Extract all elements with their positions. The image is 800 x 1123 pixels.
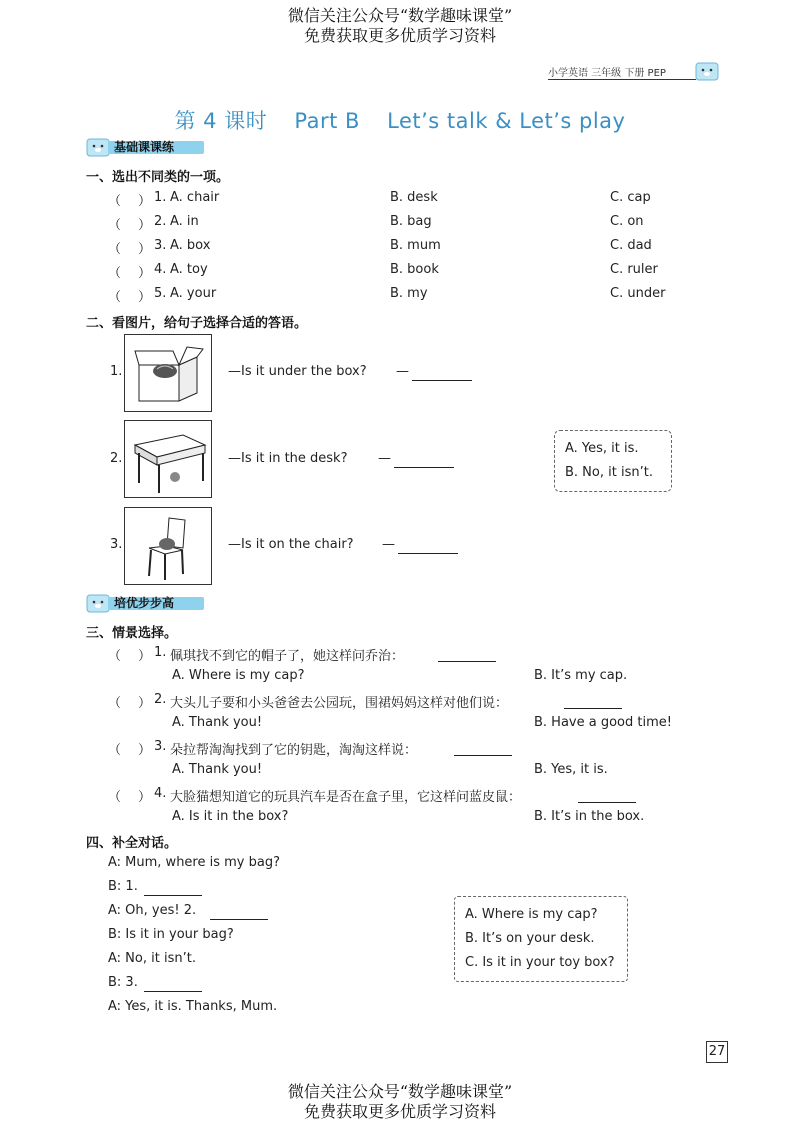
dialog-line: A: Mum, where is my bag? <box>108 855 280 870</box>
q2-question: —Is it under the box? <box>228 364 367 379</box>
q3-item <box>108 645 688 689</box>
header-tag: 小学英语 三年级 下册 PEP <box>548 68 666 79</box>
item-number: 1. <box>154 190 167 205</box>
bear-icon <box>86 136 110 158</box>
option-c: C. dad <box>610 238 652 253</box>
option-a: A. Where is my cap? <box>172 668 305 683</box>
bear-icon <box>695 60 719 82</box>
answer-blank[interactable] <box>144 979 202 992</box>
q3-item <box>108 692 688 736</box>
item-number: 1. <box>154 645 167 660</box>
option-c: C. cap <box>610 190 651 205</box>
q1-title: 一、选出不同类的一项。 <box>86 170 230 185</box>
paren-open: （ <box>108 290 122 305</box>
part-label: Part B <box>294 109 360 133</box>
paren-open: （ <box>108 266 122 281</box>
section-label: 基础课课练 <box>114 140 175 154</box>
option-b: B. Have a good time! <box>534 715 672 730</box>
answer-dash: — <box>378 451 391 466</box>
desk-illustration <box>125 421 211 497</box>
lesson-label: 第 4 课时 <box>174 109 268 133</box>
answer-blank[interactable] <box>144 883 202 896</box>
option-a: A. Is it in the box? <box>172 809 289 824</box>
answer-slot[interactable]: ） <box>138 290 152 305</box>
answer-slot[interactable]: ） <box>138 743 152 758</box>
option-item: B. No, it isn’t. <box>565 465 653 480</box>
scenario-text: 大头儿子要和小头爸爸去公园玩，围裙妈妈这样对他们说： <box>170 696 509 711</box>
option-a: A. Thank you! <box>172 762 263 777</box>
dialog-line: A: Oh, yes! 2. <box>108 903 197 918</box>
q1-row <box>108 214 668 238</box>
answer-blank[interactable] <box>564 696 622 709</box>
item-number: 4. <box>154 786 167 801</box>
paren-open: （ <box>108 218 122 233</box>
section-tag-advanced <box>86 594 216 612</box>
option-item: A. Where is my cap? <box>465 907 598 922</box>
answer-blank[interactable] <box>438 649 496 662</box>
dialog-line: B: 3. <box>108 975 138 990</box>
scenario-text: 朵拉帮淘淘找到了它的钥匙，淘淘这样说： <box>170 743 418 758</box>
option-b: B. mum <box>390 238 441 253</box>
watermark-top-line1: 微信关注公众号“数学趣味课堂” <box>287 6 513 25</box>
chair-illustration <box>125 508 211 584</box>
page-title <box>0 105 800 135</box>
header-rule <box>548 79 696 80</box>
paren-open: （ <box>108 242 122 257</box>
option-b: B. Yes, it is. <box>534 762 608 777</box>
option-b: B. bag <box>390 214 432 229</box>
answer-blank[interactable] <box>578 790 636 803</box>
answer-slot[interactable]: ） <box>138 194 152 209</box>
option-b: B. book <box>390 262 439 277</box>
item-number: 3. <box>110 537 123 552</box>
section-label: 培优步步高 <box>114 596 175 610</box>
option-a: A. in <box>170 214 199 229</box>
answer-slot[interactable]: ） <box>138 266 152 281</box>
paren-open: （ <box>108 696 122 711</box>
box-illustration <box>125 335 211 411</box>
q3-item <box>108 786 688 830</box>
desk-picture <box>124 420 212 498</box>
option-b: B. It’s my cap. <box>534 668 628 683</box>
dialog-line: B: 1. <box>108 879 138 894</box>
answer-dash: — <box>382 537 395 552</box>
q3-item <box>108 739 688 783</box>
q3-title: 三、情景选择。 <box>86 626 178 641</box>
answer-slot[interactable]: ） <box>138 218 152 233</box>
q2-options-box <box>554 430 672 492</box>
paren-open: （ <box>108 194 122 209</box>
item-number: 5. <box>154 286 167 301</box>
option-a: A. Thank you! <box>172 715 263 730</box>
q1-row <box>108 286 668 310</box>
scenario-text: 佩琪找不到它的帽子了，她这样问乔治： <box>170 649 405 664</box>
option-item: A. Yes, it is. <box>565 441 639 456</box>
item-number: 3. <box>154 238 167 253</box>
paren-open: （ <box>108 649 122 664</box>
q1-row <box>108 262 668 286</box>
item-number: 2. <box>154 214 167 229</box>
answer-dash: — <box>396 364 409 379</box>
answer-blank[interactable] <box>398 541 458 554</box>
q1-row <box>108 190 668 214</box>
answer-blank[interactable] <box>210 907 268 920</box>
option-b: B. It’s in the box. <box>534 809 645 824</box>
answer-blank[interactable] <box>412 368 472 381</box>
watermark-bottom-line1: 微信关注公众号“数学趣味课堂” <box>287 1082 513 1101</box>
dialog-line: B: Is it in your bag? <box>108 927 234 942</box>
answer-blank[interactable] <box>454 743 512 756</box>
bear-icon <box>86 592 110 614</box>
option-c: C. under <box>610 286 666 301</box>
answer-slot[interactable]: ） <box>138 790 152 805</box>
item-number: 1. <box>110 364 123 379</box>
item-number: 2. <box>110 451 123 466</box>
chair-picture <box>124 507 212 585</box>
answer-slot[interactable]: ） <box>138 649 152 664</box>
option-c: C. ruler <box>610 262 658 277</box>
option-a: A. box <box>170 238 211 253</box>
answer-blank[interactable] <box>394 455 454 468</box>
option-b: B. my <box>390 286 428 301</box>
paren-open: （ <box>108 790 122 805</box>
q2-question: —Is it in the desk? <box>228 451 348 466</box>
option-c: C. on <box>610 214 644 229</box>
dialog-line: A: No, it isn’t. <box>108 951 196 966</box>
item-number: 3. <box>154 739 167 754</box>
answer-slot[interactable]: ） <box>138 696 152 711</box>
option-a: A. chair <box>170 190 220 205</box>
box-picture <box>124 334 212 412</box>
q1-row <box>108 238 668 262</box>
watermark-top-line2: 免费获取更多优质学习资料 <box>303 26 496 45</box>
q2-question: —Is it on the chair? <box>228 537 354 552</box>
option-item: B. It’s on your desk. <box>465 931 595 946</box>
q4-title: 四、补全对话。 <box>86 836 178 851</box>
item-number: 2. <box>154 692 167 707</box>
option-item: C. Is it in your toy box? <box>465 955 615 970</box>
option-b: B. desk <box>390 190 438 205</box>
topics-label: Let’s talk & Let’s play <box>387 109 626 133</box>
q4-options-box <box>454 896 628 982</box>
paren-open: （ <box>108 743 122 758</box>
watermark-bottom-line2: 免费获取更多优质学习资料 <box>303 1102 496 1121</box>
dialog-line: A: Yes, it is. Thanks, Mum. <box>108 999 278 1014</box>
option-a: A. your <box>170 286 217 301</box>
page-number: 27 <box>706 1041 728 1063</box>
scenario-text: 大脸猫想知道它的玩具汽车是否在盒子里，它这样问蓝皮鼠： <box>170 790 522 805</box>
answer-slot[interactable]: ） <box>138 242 152 257</box>
item-number: 4. <box>154 262 167 277</box>
q2-title: 二、看图片，给句子选择合适的答语。 <box>86 316 308 331</box>
option-a: A. toy <box>170 262 208 277</box>
section-tag-basic <box>86 138 216 156</box>
